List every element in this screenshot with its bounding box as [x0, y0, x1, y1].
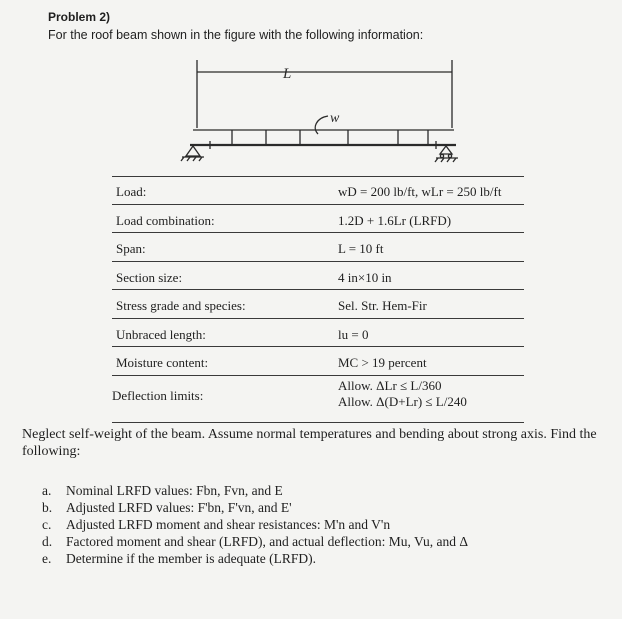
- problem-intro: For the roof beam shown in the figure with the following information:: [48, 28, 424, 42]
- row-label: Section size:: [116, 269, 183, 285]
- table-row: [112, 233, 524, 262]
- load-label: w: [330, 111, 340, 126]
- load-pointer: [315, 116, 328, 134]
- given-data-table: [112, 176, 524, 423]
- row-label: Moisture content:: [116, 355, 209, 370]
- table-row: [112, 290, 524, 319]
- table-row: [112, 205, 524, 234]
- row-value: 4 in×10 in: [338, 269, 392, 285]
- load-arrows: [232, 130, 428, 144]
- span-label: L: [283, 66, 292, 82]
- row-value: wD = 200 lb/ft, wLr = 250 lb/ft: [338, 184, 502, 199]
- roller-support: [435, 146, 458, 162]
- table-row: [112, 376, 524, 423]
- row-label: Stress grade and species:: [116, 298, 246, 313]
- row-label: Load:: [116, 184, 147, 199]
- row-value: MC > 19 percent: [338, 355, 427, 370]
- deflection-limit-total: Allow. Δ(D+Lr) ≤ L/240: [338, 393, 467, 409]
- row-label: Unbraced length:: [116, 326, 206, 342]
- list-item: b. Adjusted LRFD values: F'bn, F'vn, and E': [42, 500, 292, 515]
- list-item: c. Adjusted LRFD moment and shear resistances: M'n and V'n: [42, 517, 391, 532]
- table-row: [112, 262, 524, 291]
- list-item: a. Nominal LRFD values: Fbn, Fvn, and E: [42, 483, 283, 498]
- row-value: Sel. Str. Hem-Fir: [338, 298, 427, 313]
- task-list: [42, 482, 468, 567]
- list-item: d. Factored moment and shear (LRFD), and actual deflection: Mu, Vu, and Δ: [42, 534, 469, 549]
- row-label: Deflection limits:: [112, 387, 204, 403]
- table-row: [112, 319, 524, 348]
- instructions-text: Neglect self-weight of the beam. Assume normal temperatures and bending about strong axis. Find the following:: [22, 427, 597, 459]
- row-value: [338, 378, 467, 410]
- table-row: [112, 176, 524, 205]
- pin-support: [186, 146, 200, 156]
- row-label: Span:: [116, 241, 146, 256]
- row-value: L = 10 ft: [338, 241, 384, 256]
- row-value: lu = 0: [338, 326, 369, 342]
- table-row: [112, 347, 524, 376]
- beam-figure: [0, 0, 622, 180]
- list-item: e. Determine if the member is adequate (LRFD).: [42, 551, 317, 566]
- row-value: 1.2D + 1.6Lr (LRFD): [338, 212, 452, 228]
- problem-title: Problem 2): [48, 10, 111, 24]
- row-label: Load combination:: [116, 212, 215, 228]
- deflection-limit-lr: Allow. ΔLr ≤ L/360: [338, 377, 442, 393]
